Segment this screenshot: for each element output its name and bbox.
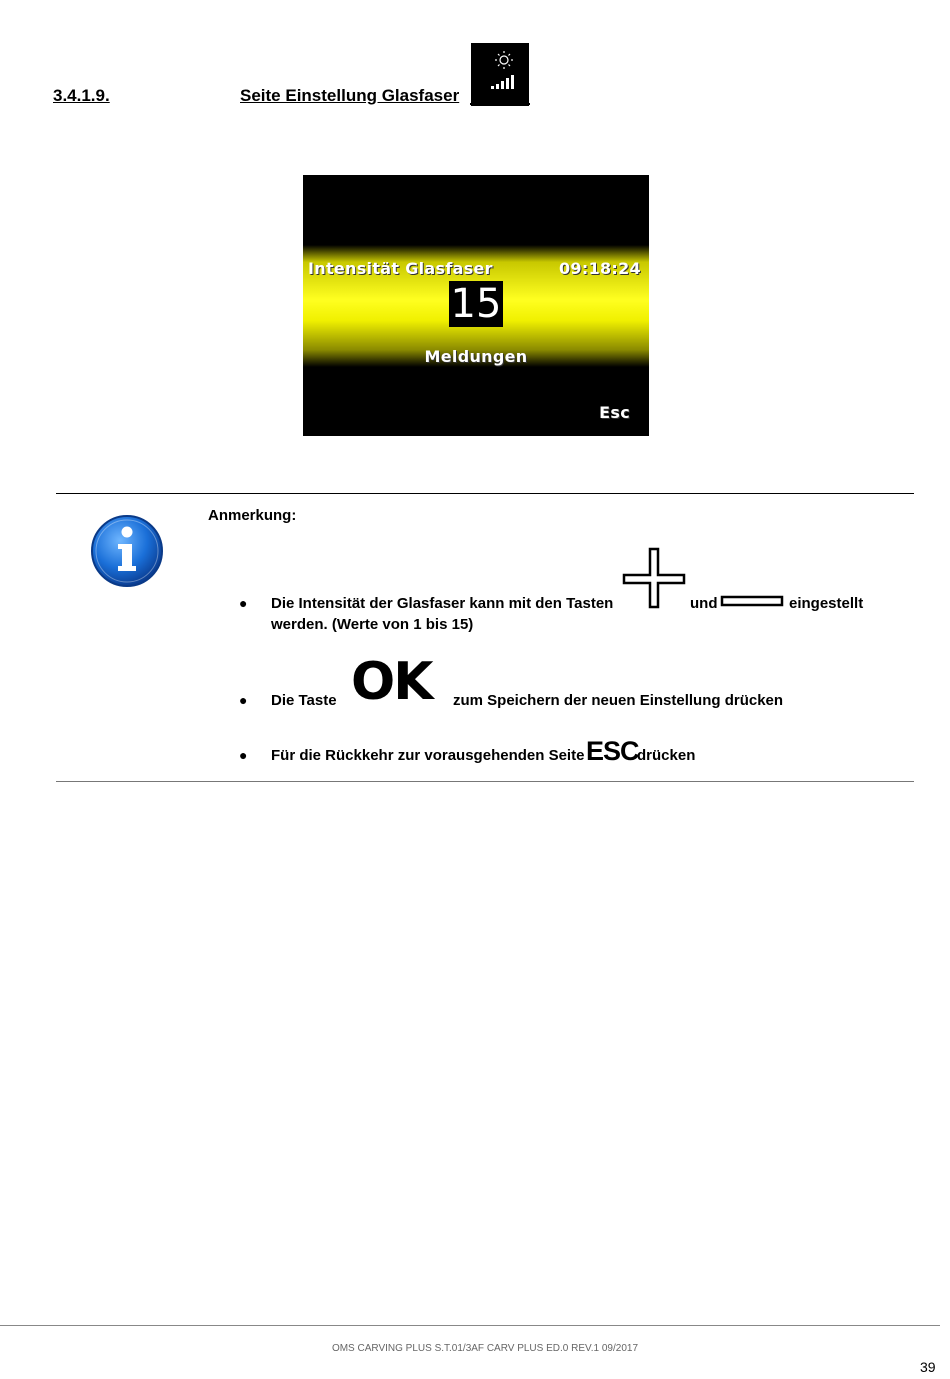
info-icon <box>90 514 164 588</box>
footer-divider <box>0 1325 940 1326</box>
intensity-value[interactable]: 15 <box>450 281 502 327</box>
bullet1-text-c: werden. (Werte von 1 bis 15) <box>271 616 474 633</box>
ok-key-glyph: OK <box>351 652 432 712</box>
section-title: Seite Einstellung Glasfaser <box>240 86 460 105</box>
note-bottom-divider <box>56 781 914 782</box>
screen-title: Intensität Glasfaser <box>308 259 493 278</box>
heading-underline <box>470 103 530 105</box>
screen-clock: 09:18:24 <box>559 259 641 278</box>
section-number: 3.4.1.9. <box>53 86 110 105</box>
plus-key-icon <box>622 547 686 611</box>
esc-key-glyph: ESC <box>586 736 639 766</box>
bullet-dot: ● <box>239 595 248 611</box>
bullet1-text-b: eingestellt <box>789 595 864 612</box>
esc-softkey[interactable]: Esc <box>599 403 630 422</box>
minus-key-icon <box>720 594 784 606</box>
messages-menu-label[interactable]: Meldungen <box>424 347 528 366</box>
note-top-divider <box>56 493 914 494</box>
bullet-dot: ● <box>239 692 248 708</box>
bullet1-text-a: Die Intensität der Glasfaser kann mit den Tasten <box>271 595 614 612</box>
device-screen <box>303 175 649 436</box>
bullet1-and: und <box>690 595 718 612</box>
bullet3-text-b: drücken <box>637 747 696 764</box>
brightness-signal-icon <box>471 43 529 106</box>
bullet-dot: ● <box>239 747 248 763</box>
bullet2-text-b: zum Speichern der neuen Einstellung drücken <box>453 692 784 709</box>
note-title: Anmerkung: <box>208 507 297 524</box>
footer-text: OMS CARVING PLUS S.T.01/3AF CARV PLUS ED.0 REV.1 09/2017 <box>331 1343 639 1354</box>
bullet2-text-a: Die Taste <box>271 692 337 709</box>
bullet3-text-a: Für die Rückkehr zur vorausgehenden Seite <box>271 747 585 764</box>
page-number: 39 <box>920 1359 936 1375</box>
